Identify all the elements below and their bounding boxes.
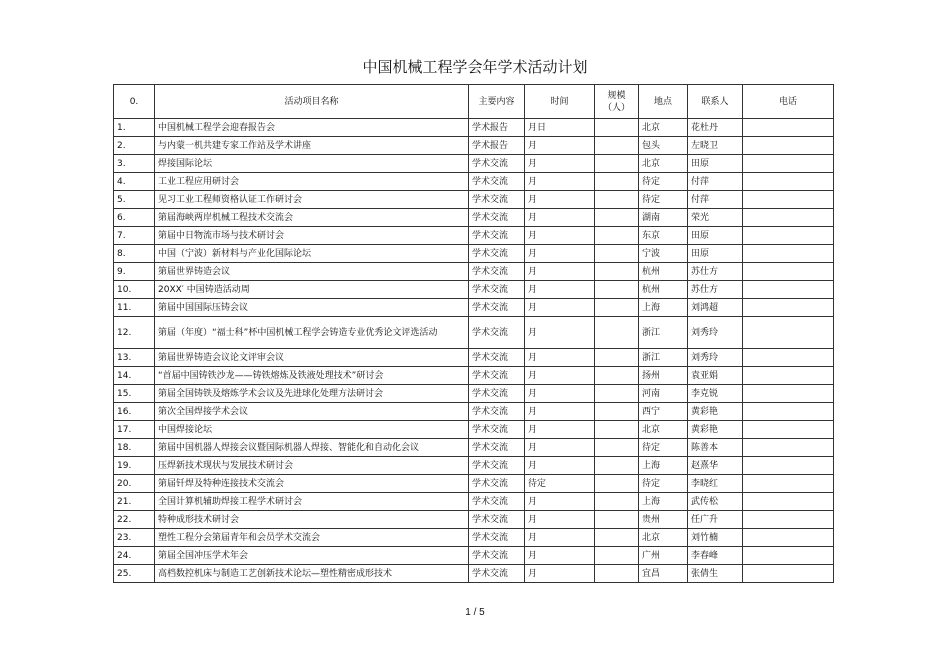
cell-time: 月 <box>525 547 595 565</box>
table-row <box>114 565 834 583</box>
cell-phone <box>743 349 834 367</box>
cell-scale <box>595 457 639 475</box>
cell-phone <box>743 475 834 493</box>
cell-place: 包头 <box>639 137 688 155</box>
table-row <box>114 173 834 191</box>
cell-phone <box>743 245 834 263</box>
cell-time: 月 <box>525 245 595 263</box>
cell-content: 学术交流 <box>469 191 525 209</box>
cell-no: 1. <box>114 119 155 137</box>
cell-no: 17. <box>114 421 155 439</box>
cell-time: 月 <box>525 155 595 173</box>
cell-time: 月日 <box>525 119 595 137</box>
cell-place: 北京 <box>639 529 688 547</box>
cell-activity-name: 第届中国国际压铸会议 <box>155 299 469 317</box>
cell-time: 月 <box>525 349 595 367</box>
cell-scale <box>595 317 639 349</box>
cell-no: 25. <box>114 565 155 583</box>
cell-activity-name: 第届（年度）“福士科”杯中国机械工程学会铸造专业优秀论文评选活动 <box>155 317 469 349</box>
header-name: 活动项目名称 <box>155 85 469 119</box>
cell-place: 上海 <box>639 493 688 511</box>
cell-phone <box>743 547 834 565</box>
cell-phone <box>743 281 834 299</box>
cell-content: 学术交流 <box>469 227 525 245</box>
cell-no: 5. <box>114 191 155 209</box>
table-row <box>114 155 834 173</box>
cell-content: 学术交流 <box>469 565 525 583</box>
header-scale-top: 规模 <box>607 90 626 101</box>
cell-phone <box>743 299 834 317</box>
cell-scale <box>595 119 639 137</box>
cell-time: 月 <box>525 421 595 439</box>
header-place: 地点 <box>639 85 688 119</box>
cell-place: 宁波 <box>639 245 688 263</box>
table-row <box>114 511 834 529</box>
cell-phone <box>743 209 834 227</box>
cell-phone <box>743 191 834 209</box>
cell-no: 9. <box>114 263 155 281</box>
cell-phone <box>743 155 834 173</box>
cell-content: 学术交流 <box>469 439 525 457</box>
cell-content: 学术交流 <box>469 299 525 317</box>
cell-no: 11. <box>114 299 155 317</box>
cell-content: 学术交流 <box>469 385 525 403</box>
table-row <box>114 367 834 385</box>
cell-contact: 荣光 <box>688 209 743 227</box>
cell-place: 待定 <box>639 173 688 191</box>
cell-content: 学术交流 <box>469 511 525 529</box>
cell-phone <box>743 493 834 511</box>
cell-place: 贵州 <box>639 511 688 529</box>
cell-activity-name: 压焊新技术现状与发展技术研讨会 <box>155 457 469 475</box>
cell-place: 北京 <box>639 119 688 137</box>
cell-phone <box>743 317 834 349</box>
table-row <box>114 245 834 263</box>
cell-phone <box>743 227 834 245</box>
table-row <box>114 385 834 403</box>
header-scale-bottom: （人） <box>602 102 630 113</box>
cell-activity-name: 第届世界铸造会议 <box>155 263 469 281</box>
header-time: 时间 <box>525 85 595 119</box>
cell-content: 学术报告 <box>469 137 525 155</box>
cell-place: 湖南 <box>639 209 688 227</box>
cell-no: 10. <box>114 281 155 299</box>
cell-scale <box>595 565 639 583</box>
cell-time: 月 <box>525 493 595 511</box>
cell-contact: 任广升 <box>688 511 743 529</box>
cell-place: 宜昌 <box>639 565 688 583</box>
cell-time: 月 <box>525 299 595 317</box>
cell-no: 3. <box>114 155 155 173</box>
cell-contact: 付萍 <box>688 173 743 191</box>
cell-no: 21. <box>114 493 155 511</box>
cell-contact: 张倩生 <box>688 565 743 583</box>
cell-time: 月 <box>525 173 595 191</box>
cell-content: 学术交流 <box>469 367 525 385</box>
page-number: 1 / 5 <box>465 607 485 618</box>
table-row <box>114 263 834 281</box>
cell-activity-name: 第次全国焊接学术会议 <box>155 403 469 421</box>
cell-no: 6. <box>114 209 155 227</box>
cell-scale <box>595 245 639 263</box>
cell-place: 待定 <box>639 439 688 457</box>
cell-time: 月 <box>525 137 595 155</box>
cell-phone <box>743 565 834 583</box>
cell-place: 西宁 <box>639 403 688 421</box>
cell-contact: 左晓卫 <box>688 137 743 155</box>
cell-time: 月 <box>525 403 595 421</box>
cell-scale <box>595 281 639 299</box>
cell-no: 19. <box>114 457 155 475</box>
cell-activity-name: 塑性工程分会第届青年和会员学术交流会 <box>155 529 469 547</box>
table-row <box>114 137 834 155</box>
cell-scale <box>595 385 639 403</box>
cell-time: 月 <box>525 565 595 583</box>
cell-no: 12. <box>114 317 155 349</box>
cell-no: 2. <box>114 137 155 155</box>
cell-no: 23. <box>114 529 155 547</box>
cell-scale <box>595 299 639 317</box>
cell-content: 学术交流 <box>469 317 525 349</box>
cell-time: 待定 <box>525 475 595 493</box>
cell-phone <box>743 457 834 475</box>
cell-contact: 李春峰 <box>688 547 743 565</box>
cell-content: 学术交流 <box>469 403 525 421</box>
cell-time: 月 <box>525 385 595 403</box>
cell-place: 东京 <box>639 227 688 245</box>
cell-place: 广州 <box>639 547 688 565</box>
cell-no: 18. <box>114 439 155 457</box>
cell-activity-name: 工业工程应用研讨会 <box>155 173 469 191</box>
table-row <box>114 227 834 245</box>
table-row <box>114 493 834 511</box>
cell-time: 月 <box>525 263 595 281</box>
cell-time: 月 <box>525 511 595 529</box>
table-row <box>114 547 834 565</box>
cell-contact: 苏仕方 <box>688 263 743 281</box>
cell-activity-name: 中国机械工程学会迎春报告会 <box>155 119 469 137</box>
cell-activity-name: 第届全国冲压学术年会 <box>155 547 469 565</box>
cell-content: 学术交流 <box>469 493 525 511</box>
cell-activity-name: 第届海峡两岸机械工程技术交流会 <box>155 209 469 227</box>
cell-scale <box>595 209 639 227</box>
cell-scale <box>595 403 639 421</box>
table-row <box>114 403 834 421</box>
cell-time: 月 <box>525 281 595 299</box>
cell-no: 15. <box>114 385 155 403</box>
cell-content: 学术交流 <box>469 245 525 263</box>
cell-content: 学术交流 <box>469 421 525 439</box>
table-header-row <box>114 85 834 119</box>
cell-time: 月 <box>525 367 595 385</box>
cell-contact: 黄彩艳 <box>688 421 743 439</box>
cell-no: 13. <box>114 349 155 367</box>
cell-activity-name: 与内蒙一机共建专家工作站及学术讲座 <box>155 137 469 155</box>
cell-scale <box>595 511 639 529</box>
table-body <box>114 119 834 583</box>
cell-scale <box>595 421 639 439</box>
table-row <box>114 317 834 349</box>
table-row <box>114 209 834 227</box>
cell-time: 月 <box>525 191 595 209</box>
cell-content: 学术交流 <box>469 281 525 299</box>
cell-place: 浙江 <box>639 317 688 349</box>
cell-time: 月 <box>525 227 595 245</box>
cell-time: 月 <box>525 317 595 349</box>
table-row <box>114 421 834 439</box>
cell-scale <box>595 173 639 191</box>
cell-place: 待定 <box>639 475 688 493</box>
cell-activity-name: 第届中日物流市场与技术研讨会 <box>155 227 469 245</box>
cell-place: 待定 <box>639 191 688 209</box>
cell-phone <box>743 403 834 421</box>
table-row <box>114 299 834 317</box>
cell-phone <box>743 529 834 547</box>
cell-content: 学术交流 <box>469 457 525 475</box>
cell-contact: 刘竹楠 <box>688 529 743 547</box>
cell-contact: 苏仕方 <box>688 281 743 299</box>
cell-place: 河南 <box>639 385 688 403</box>
cell-no: 16. <box>114 403 155 421</box>
cell-scale <box>595 137 639 155</box>
cell-scale <box>595 547 639 565</box>
cell-content: 学术交流 <box>469 263 525 281</box>
cell-contact: 花杜丹 <box>688 119 743 137</box>
table-row <box>114 119 834 137</box>
table-row <box>114 529 834 547</box>
cell-time: 月 <box>525 529 595 547</box>
header-content: 主要内容 <box>469 85 525 119</box>
cell-time: 月 <box>525 457 595 475</box>
cell-activity-name: “首届中国铸铁沙龙——铸铁熔炼及铁液处理技术”研讨会 <box>155 367 469 385</box>
cell-content: 学术交流 <box>469 155 525 173</box>
cell-phone <box>743 263 834 281</box>
activity-plan-table <box>113 84 834 583</box>
cell-no: 4. <box>114 173 155 191</box>
cell-scale <box>595 493 639 511</box>
cell-contact: 袁亚娟 <box>688 367 743 385</box>
cell-content: 学术交流 <box>469 173 525 191</box>
cell-phone <box>743 439 834 457</box>
cell-contact: 武传松 <box>688 493 743 511</box>
cell-activity-name: 焊接国际论坛 <box>155 155 469 173</box>
cell-scale <box>595 191 639 209</box>
cell-contact: 李晓红 <box>688 475 743 493</box>
cell-phone <box>743 137 834 155</box>
cell-scale <box>595 475 639 493</box>
cell-phone <box>743 511 834 529</box>
cell-activity-name: 第届全国铸铁及熔炼学术会议及先进球化处理方法研讨会 <box>155 385 469 403</box>
cell-contact: 刘秀玲 <box>688 317 743 349</box>
cell-place: 杭州 <box>639 281 688 299</box>
cell-time: 月 <box>525 209 595 227</box>
cell-time: 月 <box>525 439 595 457</box>
cell-activity-name: 第届中国机器人焊接会议暨国际机器人焊接、智能化和自动化会议 <box>155 439 469 457</box>
cell-contact: 田原 <box>688 155 743 173</box>
cell-scale <box>595 529 639 547</box>
cell-place: 上海 <box>639 299 688 317</box>
cell-content: 学术交流 <box>469 475 525 493</box>
cell-phone <box>743 367 834 385</box>
page-title: 中国机械工程学会年学术活动计划 <box>362 58 588 76</box>
cell-scale <box>595 227 639 245</box>
table-row <box>114 281 834 299</box>
cell-contact: 田原 <box>688 245 743 263</box>
cell-place: 杭州 <box>639 263 688 281</box>
cell-contact: 李克锐 <box>688 385 743 403</box>
cell-place: 浙江 <box>639 349 688 367</box>
cell-activity-name: 中国焊接论坛 <box>155 421 469 439</box>
cell-activity-name: 第届世界铸造会议论文评审会议 <box>155 349 469 367</box>
cell-activity-name: 第届钎焊及特种连接技术交流会 <box>155 475 469 493</box>
cell-scale <box>595 155 639 173</box>
cell-scale <box>595 439 639 457</box>
header-scale <box>595 85 639 119</box>
table-row <box>114 475 834 493</box>
cell-contact: 陈善本 <box>688 439 743 457</box>
cell-place: 北京 <box>639 421 688 439</box>
cell-contact: 刘鸿超 <box>688 299 743 317</box>
cell-phone <box>743 421 834 439</box>
cell-no: 24. <box>114 547 155 565</box>
cell-no: 22. <box>114 511 155 529</box>
cell-contact: 黄彩艳 <box>688 403 743 421</box>
cell-phone <box>743 385 834 403</box>
cell-content: 学术交流 <box>469 547 525 565</box>
cell-scale <box>595 263 639 281</box>
cell-content: 学术报告 <box>469 119 525 137</box>
cell-no: 8. <box>114 245 155 263</box>
cell-place: 上海 <box>639 457 688 475</box>
cell-contact: 田原 <box>688 227 743 245</box>
cell-contact: 刘秀玲 <box>688 349 743 367</box>
table-row <box>114 349 834 367</box>
cell-no: 14. <box>114 367 155 385</box>
cell-scale <box>595 367 639 385</box>
cell-content: 学术交流 <box>469 209 525 227</box>
header-contact: 联系人 <box>688 85 743 119</box>
table-row <box>114 439 834 457</box>
header-phone: 电话 <box>743 85 834 119</box>
cell-phone <box>743 173 834 191</box>
cell-content: 学术交流 <box>469 349 525 367</box>
cell-scale <box>595 349 639 367</box>
cell-activity-name: 20XX′ 中国铸造活动周 <box>155 281 469 299</box>
cell-activity-name: 高档数控机床与制造工艺创新技术论坛—塑性精密成形技术 <box>155 565 469 583</box>
table-row <box>114 457 834 475</box>
cell-place: 扬州 <box>639 367 688 385</box>
cell-no: 20. <box>114 475 155 493</box>
cell-place: 北京 <box>639 155 688 173</box>
cell-content: 学术交流 <box>469 529 525 547</box>
header-no: 0. <box>114 85 155 119</box>
cell-activity-name: 中国（宁波）新材料与产业化国际论坛 <box>155 245 469 263</box>
cell-activity-name: 见习工业工程师资格认证工作研讨会 <box>155 191 469 209</box>
cell-contact: 赵熹华 <box>688 457 743 475</box>
cell-no: 7. <box>114 227 155 245</box>
cell-phone <box>743 119 834 137</box>
table-row <box>114 191 834 209</box>
cell-contact: 付萍 <box>688 191 743 209</box>
cell-activity-name: 特种成形技术研讨会 <box>155 511 469 529</box>
cell-activity-name: 全国计算机辅助焊接工程学术研讨会 <box>155 493 469 511</box>
